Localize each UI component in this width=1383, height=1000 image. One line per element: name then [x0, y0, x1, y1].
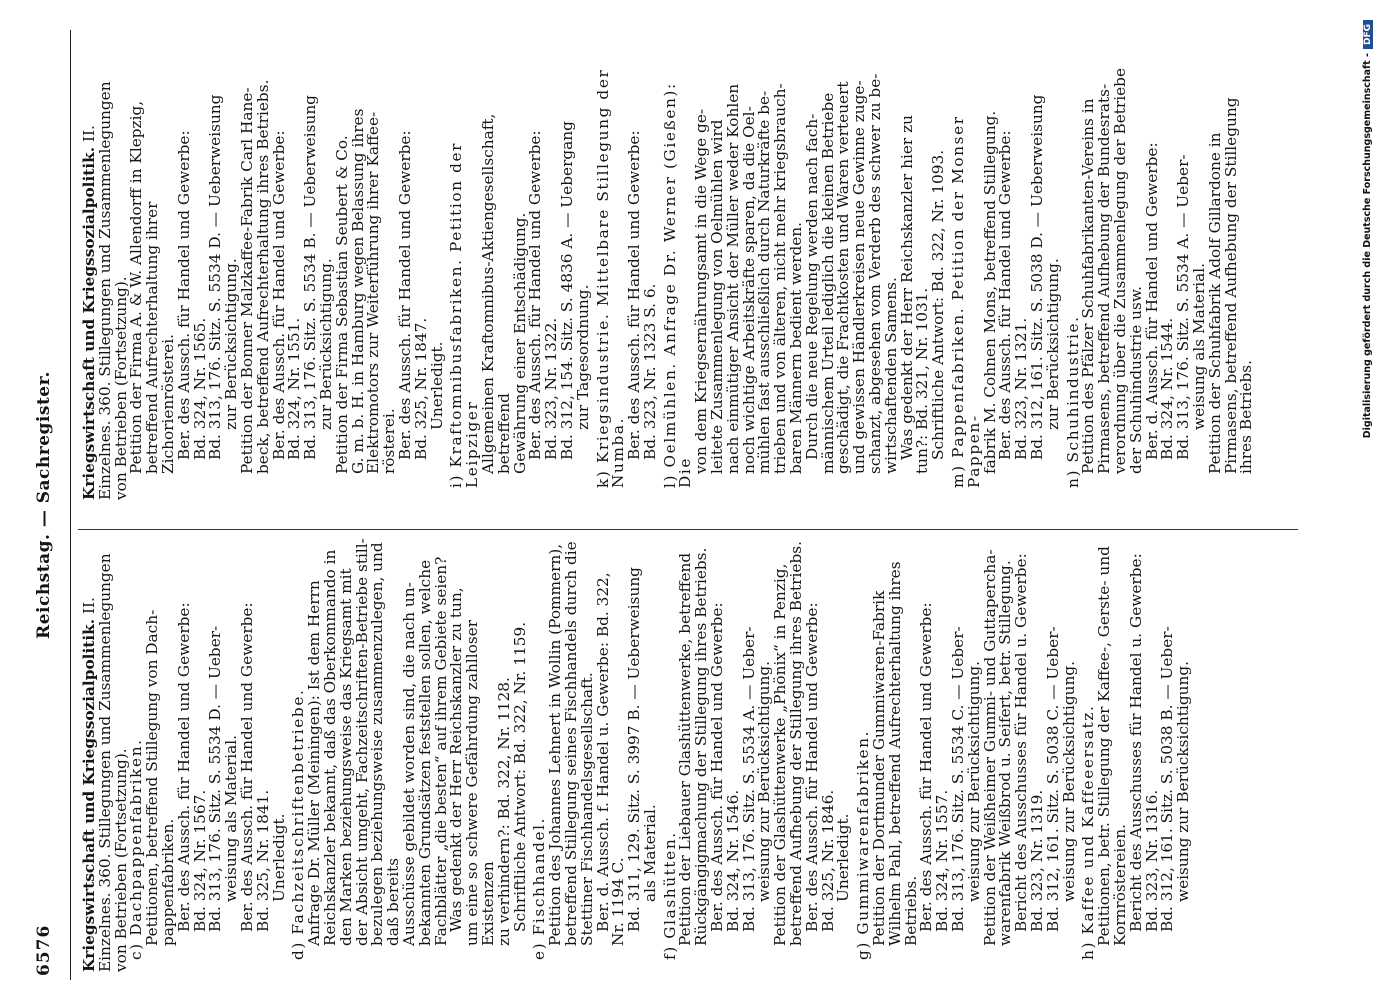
left-column-line: Bd. 325, Nr. 1841. [253, 789, 272, 932]
left-column-line: weisung zur Berücksichtigung. [1059, 661, 1078, 902]
left-column-line: Schriftliche Antwort: Bd. 322, Nr. 1159. [510, 621, 529, 932]
right-column-line: von dem Kriegsernährungsamt in die Wege ge- [692, 108, 711, 474]
right-column-line: betreffend Aufrechterhaltung ihrer Zichorienrösterei. [143, 201, 177, 474]
right-column-line: Gewährung einer Entschädigung. [510, 212, 529, 474]
right-column-line: G. m. b. H. in Hamburg wegen Belassung ihres [348, 108, 367, 474]
right-column-line: Bd. 313, 176. Sitz. S. 5534 A. — Ueber- [1174, 154, 1193, 460]
right-column-line: verordnung über die Zusammenlegung der Betriebe [1111, 67, 1129, 474]
left-column-line: Bd. 323, Nr. 1316. [1142, 789, 1161, 932]
right-column-line: zur Berücksichtigung. [316, 258, 335, 430]
right-column-line: Pirmasens, betreffend Aufhebung der Stillegung [1221, 97, 1240, 474]
left-column-line: Bd. 324, Nr. 1557. [933, 789, 952, 932]
right-column-line: noch wichtige Arbeitskräfte sparen, da die Oel- [739, 106, 758, 474]
left-column-line: Stettiner Fischhandelsgesellschaft. [577, 672, 596, 946]
page-number: 6576 [34, 924, 54, 976]
left-column-line: Unerledigt. [834, 813, 853, 902]
right-column-line: Petition der Schuhfabrik Adolf Gillardone in [1205, 132, 1224, 474]
rotated-page-content [30, 30, 1350, 980]
right-column-line: Bd. 324, Nr. 1551. [285, 317, 304, 460]
right-column-line: Bd. 323, Nr. 1323 S. 6. [640, 283, 659, 460]
left-column-line: betreffend Aufhebung der Stillegung ihres Betriebs. [787, 541, 806, 946]
left-column-line: der Absicht umgeht, Fachzeitschriften-Betriebe still- [352, 538, 371, 946]
right-column-line: schanzt, abgesehen vom Verderb des schwer zu be- [866, 73, 885, 474]
right-column-line: wirtschaftenden Samens. [881, 277, 900, 474]
right-column-line: und gewissen Händlerkreisen neue Gewinne zuge- [850, 80, 869, 474]
right-column-line: zur Berücksichtigung. [1043, 258, 1062, 430]
right-column-line: nach einmütiger Ansicht der Müller weder Kohlen [723, 83, 742, 474]
right-column-heading [82, 65, 129, 500]
left-column-line: Bericht des Ausschusses für Handel u. Gewerbe: [1126, 553, 1145, 932]
left-column-line: Bericht des Ausschusses für Handel u. Gewerbe: [1012, 553, 1031, 932]
right-column-line: Bd. 323, Nr. 1321. [1012, 317, 1031, 460]
left-column-line: um eine so schwere Gefährdung zahlloser Existenzen [463, 619, 497, 946]
right-column-line: Unerledigt. [427, 341, 446, 430]
left-column-line: Petition der Weißheimer Gummi- und Guttapercha- [980, 549, 999, 946]
digitization-note-text: Digitalisierung gefördert durch die Deutsche Forschungsgemeinschaft - [1362, 53, 1373, 439]
right-column-line: fabrik M. Cohnen Mons, betreffend Stillegung. [980, 110, 999, 474]
left-column-line: Was gedenkt der Herr Reichskanzler zu tun, [447, 587, 466, 932]
page-header [30, 30, 71, 980]
right-column-line: Was gedenkt der Herr Reichskanzler hier zu [897, 115, 916, 460]
left-column-line: c) Dachpappenfabriken. [127, 738, 146, 960]
left-column-line: Petition des Johannes Lehnert in Wollin (Pommern), [546, 543, 565, 946]
left-column-line: Bd. 324, Nr. 1567. [190, 789, 209, 932]
left-column-line: Petitionen, betr. Stillegung der Kaffee-, Gerste- und [1095, 546, 1114, 946]
right-column-line: n) Schuhindustrie. [1063, 315, 1082, 488]
column-divider [78, 529, 1298, 530]
left-column-line: Ber. des Aussch. für Handel und Gewerbe: [237, 602, 256, 932]
left-column-line: e) Fischhandel. [530, 816, 549, 960]
right-column-line: Ber. des Aussch. für Handel und Gewerbe: [174, 130, 193, 460]
right-column-line: Bd. 313, 176. Sitz. S. 5534 B. — Ueberweisung [301, 95, 320, 460]
left-column-line: bezulegen beziehungsweise zusammenzulegen, und daß bereits [368, 542, 403, 946]
left-column-lines [129, 537, 1192, 972]
right-column-line: weisung als Material. [1189, 262, 1208, 430]
left-column-line: f) Glashütten. [660, 831, 679, 960]
left-column-heading [82, 537, 129, 972]
right-column-line: Allgemeinen Kraftomnibus-Aktiengesellschaft, betreffend [478, 113, 513, 474]
right-column-line: Bd. 324, Nr. 1544. [1158, 317, 1177, 460]
left-column-line: als Material. [640, 804, 659, 902]
left-column-line: Petitionen, betreffend Stillegung von Dach- [143, 609, 162, 946]
right-column-line: rösterei. [380, 408, 399, 474]
left-column-line: Bd. 324, Nr. 1546. [723, 789, 742, 932]
left-column-line: Ber. des Aussch. für Handel und Gewerbe: [917, 602, 936, 932]
left-column-line: Bd. 313, 176. Sitz. S. 5534 C. — Ueber- [949, 626, 968, 932]
right-column-line: ihres Betriebs. [1237, 359, 1256, 474]
digitization-note [1362, 20, 1378, 980]
right-column-line: Ber. d. Aussch. für Handel und Gewerbe: [1142, 142, 1161, 460]
right-column-line: l) Oelmühlen. Anfrage Dr. Werner (Gießen): Die [660, 82, 695, 488]
left-column-line: weisung zur Berücksichtigung. [964, 661, 983, 902]
left-column-line: Bd. 323, Nr. 1319. [1028, 789, 1047, 932]
left-column-line: Nr. 1194 C. [609, 857, 628, 946]
left-column-line: Ber. des Aussch. für Handel und Gewerbe: [802, 602, 821, 932]
left-heading-bold: Kriegswirtschaft und Kriegssozialpolitik. [80, 618, 98, 972]
left-column-line: g) Gummiwarenfabriken. [854, 729, 873, 960]
right-column-line: i) Kraftomnibusfabriken. Petition der Leipziger [447, 141, 482, 488]
left-column-line: Bd. 312, 161. Sitz. S. 5038 B. — Ueber- [1158, 626, 1177, 932]
right-heading-rest: II. Einzelnes. 360. Stillegungen und Zusammenlegungen von Betrieben (Fortsetzung). [80, 81, 130, 500]
right-column-line: Bd. 312, 161. Sitz. S. 5038 D. — Ueberweisung [1028, 94, 1047, 460]
right-column-line: männischem Urteil lediglich die kleinen Betriebe [818, 92, 837, 474]
right-column-line: zur Berücksichtigung. [222, 258, 241, 430]
left-column-line: h) Kaffee und Kaffeeersatz. [1079, 704, 1098, 960]
right-column-line: Bd. 323, Nr. 1322. [542, 317, 561, 460]
left-column-line: Bd. 312, 161. Sitz. S. 5038 C. — Ueber- [1043, 626, 1062, 932]
right-column-line: Pirmasens, betreffend Aufhebung der Bundesrats- [1095, 83, 1114, 474]
left-column-line: warenfabrik Weißbrod u. Seifert, betr. Stillegung. [996, 560, 1015, 946]
right-column-line: m) Pappenfabriken. Petition der Monser Pappen- [949, 115, 983, 488]
left-column-line: Wilhelm Pahl, betreffend Aufrechterhaltung ihres [885, 561, 904, 946]
right-column-line: k) Kriegsindustrie. Mittelbare Stillegung der Numba. [593, 68, 628, 488]
right-column-line: Petition des Pfälzer Schuhfabrikanten-Vereins in [1079, 98, 1098, 474]
right-column-line: Ber. des Aussch. für Handel und Gewerbe: [625, 130, 644, 460]
right-column-line: mühlen fast ausschließlich durch Naturkräfte be- [755, 90, 774, 474]
left-column-line: weisung als Material. [222, 734, 241, 902]
left-column [82, 537, 1192, 972]
right-column-line: Ber. des Aussch. für Handel und Gewerbe: [395, 130, 414, 460]
left-column-line: pappenfabriken. [158, 818, 177, 946]
right-column-line: Schriftliche Antwort: Bd. 322, Nr. 1093. [929, 149, 948, 460]
left-column-line: Ber. des Aussch. für Handel und Gewerbe: [174, 602, 193, 932]
left-heading-rest: II. Einzelnes. 360. Stillegungen und Zusammenlegungen von Betrieben (Fortsetzung). [80, 553, 130, 972]
left-column-line: weisung zur Berücksichtigung. [1174, 661, 1193, 902]
right-column-line: Ber. des Aussch. für Handel und Gewerbe: [269, 130, 288, 460]
left-column-line: Kornröstereien. [1111, 824, 1129, 946]
left-column-line: bekannten Grundsätzen feststellen sollen, welche [415, 559, 434, 946]
right-column-line: geschädigt, die Frachtkosten und Waren verteuert [834, 81, 853, 474]
left-column-line: Rückgängigmachung der Stillegung ihres Betriebs. [692, 547, 711, 946]
right-column-line: zur Tagesordnung. [573, 284, 592, 430]
left-column-line: Petition der Liebauer Glashüttenwerke, betreffend [676, 552, 695, 946]
left-column-line: Fachblätter „die besten“ auf ihrem Gebiete seien? [431, 556, 450, 946]
right-column-lines [129, 65, 1255, 500]
left-column-line: Anfrage Dr. Müller (Meiningen): Ist dem Herrn [305, 580, 324, 946]
left-column-line: Bd. 313, 176. Sitz. S. 5534 A. — Ueber- [739, 626, 758, 932]
left-column-line: Ber. d. Aussch. f. Handel u. Gewerbe: Bd. 322, [593, 572, 612, 932]
left-column-line: zu verhindern?: Bd. 322, Nr. 1128. [494, 677, 513, 946]
left-column-line: Petition der Glashüttenwerke „Phönix“ in Penzig, [771, 563, 790, 946]
right-column-line: tun?: Bd. 321, Nr. 1031. [913, 287, 932, 474]
left-column-line: Ausschüsse gebildet worden sind, die nach un- [399, 582, 418, 946]
right-column-line: Petition der Bonner Malzkaffee-Fabrik Carl Hane- [237, 87, 256, 474]
left-column-line: Bd. 325, Nr. 1846. [818, 789, 837, 932]
left-column-line: d) Fachzeitschriftenbetriebe. [289, 688, 308, 960]
right-column-line: Bd. 313, 176. Sitz. S. 5534 D. — Ueberweisung [206, 94, 225, 460]
running-head: Reichstag. — Sachregister. [34, 371, 54, 639]
right-column-line: Bd. 325, Nr. 1847. [411, 317, 430, 460]
right-column-line: Bd. 324, Nr. 1565. [190, 317, 209, 460]
left-column-line: Reichskanzler bekannt, daß das Oberkommando in [320, 549, 339, 946]
right-heading-bold: Kriegswirtschaft und Kriegssozialpolitik. [80, 146, 98, 500]
right-column-line: Ber. des Aussch. für Handel und Gewerbe: [526, 130, 545, 460]
right-column-line: leitete Zusammenlegung von Oelmühlen wird [708, 119, 727, 474]
left-column-line: Betriebs. [901, 875, 920, 946]
left-column-line: Bd. 311, 129. Sitz. S. 3997 B. — Ueberweisung [625, 567, 644, 932]
left-column-line: Unerledigt. [269, 813, 288, 902]
right-column-line: baren Männern bedient werden. [787, 221, 806, 474]
right-column [82, 65, 1255, 500]
left-column-line: Ber. des Aussch. für Handel und Gewerbe: [708, 602, 727, 932]
right-column-line: Bd. 312, 154. Sitz. S. 4836 A. — Uebergang [557, 121, 576, 460]
right-column-line: beck, betreffend Aufrechterhaltung ihres Betriebs. [253, 79, 272, 474]
right-column-line: Durch die neue Regelung werden nach fach- [802, 113, 821, 460]
left-column-line: Bd. 313, 176. Sitz. S. 5534 D. — Ueber- [206, 625, 225, 932]
right-column-line: trieben und von älteren, nicht mehr kriegsbrauch- [771, 83, 790, 474]
left-column-line: den Marken beziehungsweise das Kriegsamt mit [336, 568, 355, 946]
right-column-line: der Schuhindustrie usw. [1126, 286, 1145, 474]
right-column-line: Elektromotors zur Weiterführung ihrer Kaffee- [364, 111, 383, 474]
right-column-line: Petition der Firma Sebastian Seubert & Co. [332, 135, 351, 474]
left-column-line: weisung zur Berücksichtigung. [755, 661, 774, 902]
right-column-line: Petition der Firma A. & W. Allendorff in Klepzig, [127, 100, 146, 474]
left-column-line: betreffend Stillegung seines Fischhandels durch die [561, 541, 580, 946]
right-column-line: Ber. des Aussch. für Handel und Gewerbe: [996, 130, 1015, 460]
dfg-logo: DFG [1363, 20, 1373, 49]
left-column-line: Petition der Dortmunder Gummiwaren-Fabrik [870, 590, 889, 946]
